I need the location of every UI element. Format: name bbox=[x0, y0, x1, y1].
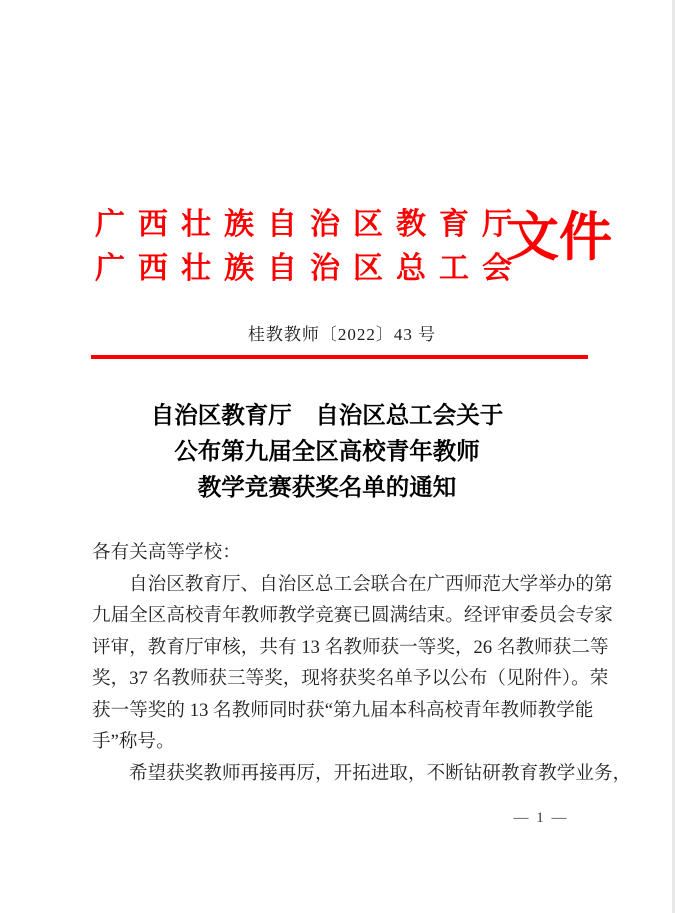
notice-title-line-2: 公布第九届全区高校青年教师 bbox=[174, 439, 480, 465]
notice-title-line-3: 教学竞赛获奖名单的通知 bbox=[197, 475, 457, 501]
body-line: 奖，37 名教师获三等奖，现将获奖名单予以公布（见附件）。荣 bbox=[92, 669, 609, 689]
page-number: — 1 — bbox=[513, 810, 569, 826]
body-line: 九届全区高校青年教师教学竞赛已圆满结束。经评审委员会专家 bbox=[92, 606, 613, 626]
body-line: 希望获奖教师再接再厉，开拓进取，不断钻研教育教学业务， bbox=[129, 763, 632, 784]
letterhead-org-line-2: 广西壮族自治区总工会 bbox=[95, 252, 525, 285]
salutation: 各有关高等学校： bbox=[92, 543, 241, 563]
body-line: 自治区教育厅、自治区总工会联合在广西师范大学举办的第 bbox=[129, 574, 613, 595]
notice-title bbox=[77, 398, 577, 506]
body-line: 手”称号。 bbox=[92, 732, 175, 752]
red-separator-line bbox=[91, 355, 588, 359]
letterhead-org-line-1: 广西壮族自治区教育厅 bbox=[95, 208, 525, 241]
notice-title-line-1: 自治区教育厅 自治区总工会关于 bbox=[150, 403, 504, 429]
red-letterhead bbox=[95, 203, 525, 291]
doc-number: 桂教教师〔2022〕43 号 bbox=[247, 325, 437, 344]
doc-type-label: 文件 bbox=[506, 209, 612, 267]
notice-body bbox=[92, 538, 632, 790]
body-line: 评审，教育厅审核，共有 13 名教师获一等奖，26 名教师获二等 bbox=[92, 637, 609, 658]
body-line: 获一等奖的 13 名教师同时获“第九届本科高校青年教师教学能 bbox=[92, 700, 594, 721]
